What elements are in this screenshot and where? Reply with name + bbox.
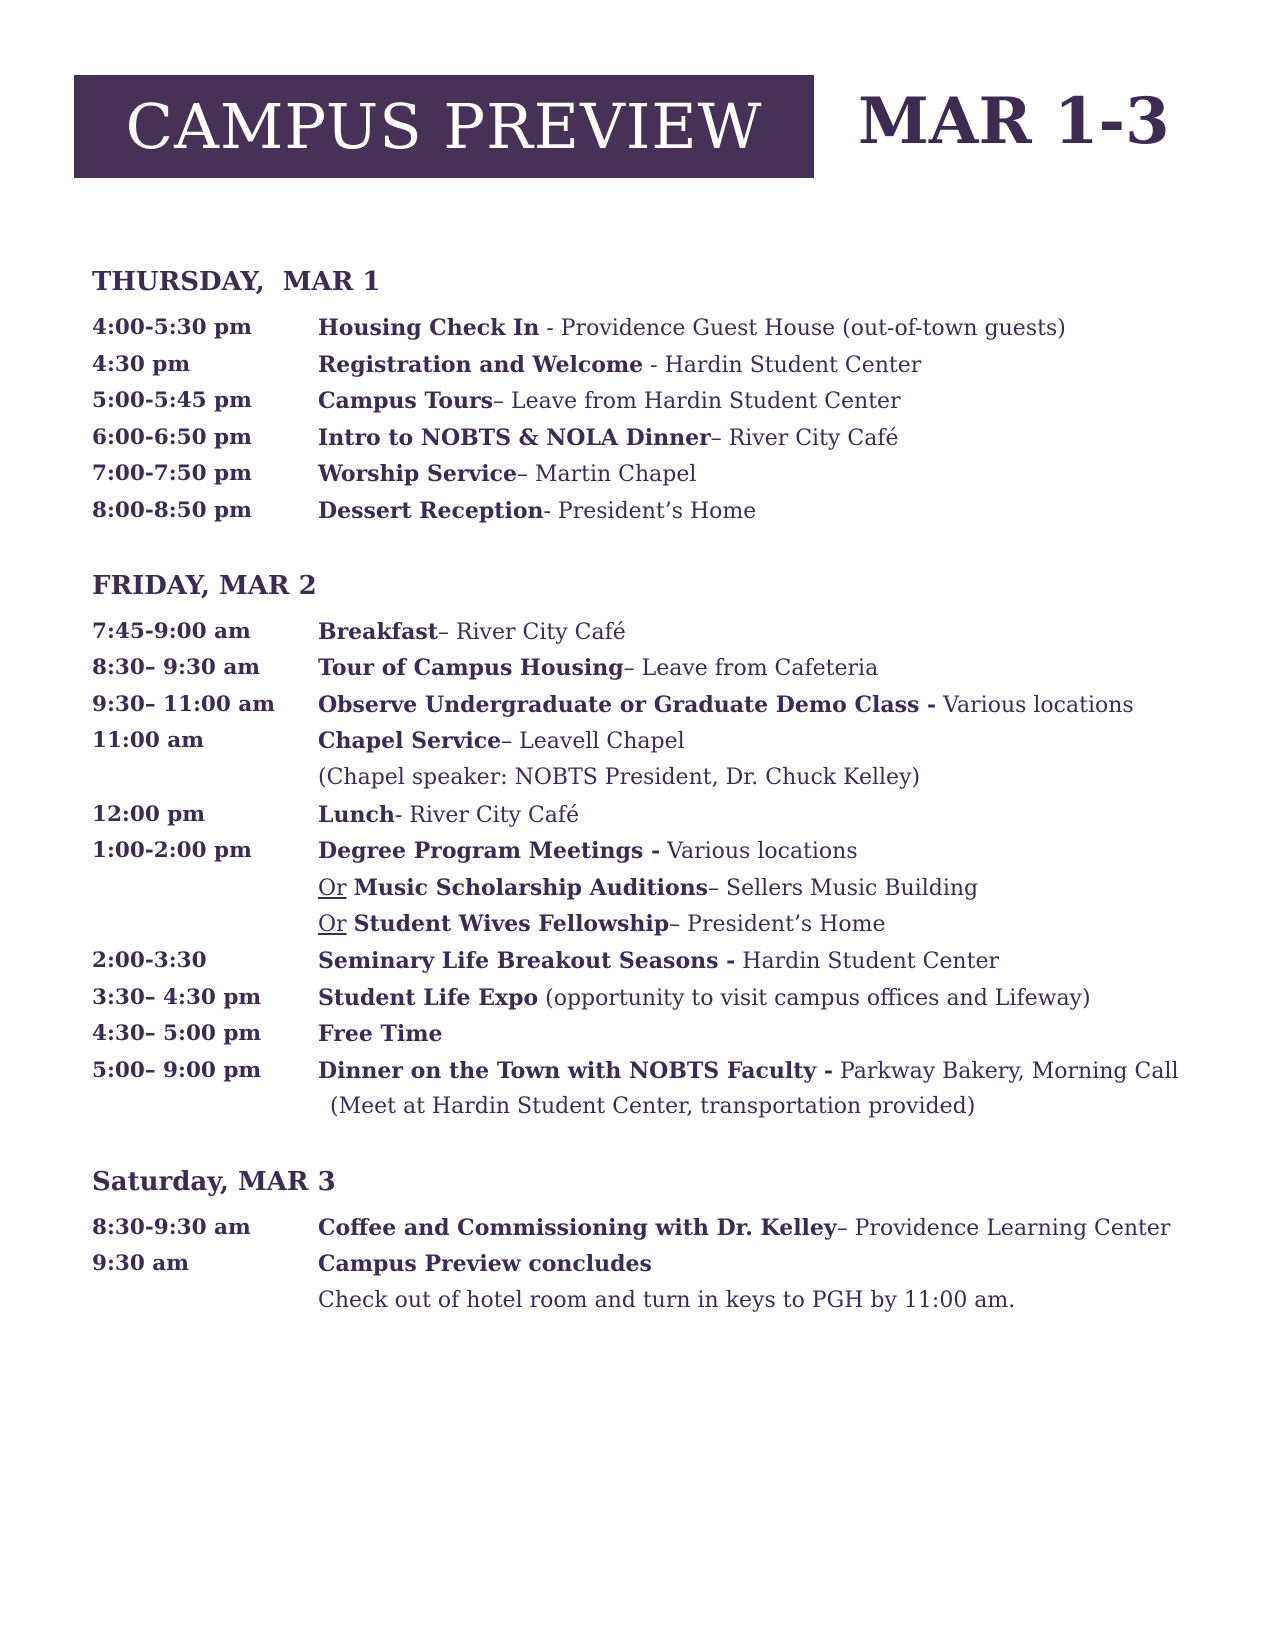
event-time: 8:30-9:30 am xyxy=(92,1214,251,1240)
event-location: – President’s Home xyxy=(669,912,886,938)
event-location: – Leave from Hardin Student Center xyxy=(492,389,901,415)
event-time xyxy=(92,870,318,907)
page-title: CAMPUS PREVIEW xyxy=(125,90,763,163)
event-time xyxy=(92,1089,318,1126)
event-description xyxy=(318,980,1091,1017)
event-description xyxy=(318,687,1134,724)
event-description xyxy=(318,870,978,907)
event-name: Music Scholarship Auditions xyxy=(353,874,709,901)
schedule-row xyxy=(92,980,1252,1017)
schedule-row xyxy=(92,723,1252,760)
event-time: 4:00-5:30 pm xyxy=(92,315,252,340)
event-time: 8:00-8:50 pm xyxy=(92,497,252,523)
event-time: 2:00-3:30 xyxy=(92,947,207,973)
event-time: 6:00-6:50 pm xyxy=(92,424,252,450)
event-name: Intro to NOBTS & NOLA Dinner xyxy=(318,424,711,451)
event-description xyxy=(318,1210,1170,1247)
event-time: 1:00-2:00 pm xyxy=(92,838,252,864)
event-location: - President’s Home xyxy=(543,498,757,524)
schedule-row xyxy=(92,906,1252,943)
event-description xyxy=(318,383,901,420)
event-description xyxy=(318,1283,1015,1320)
event-description xyxy=(318,797,579,834)
schedule-row xyxy=(92,833,1252,870)
schedule-row xyxy=(92,310,1252,347)
event-name: Worship Service xyxy=(318,461,517,488)
schedule-row xyxy=(92,687,1252,724)
event-name: Campus Preview concludes xyxy=(318,1251,652,1278)
event-name: Coffee and Commissioning with Dr. Kelley xyxy=(318,1214,837,1241)
event-location: – Leavell Chapel xyxy=(501,729,685,755)
schedule-row xyxy=(92,1016,1252,1053)
event-time: 9:30 am xyxy=(92,1251,189,1277)
event-time: 4:30– 5:00 pm xyxy=(92,1021,262,1047)
schedule-row xyxy=(92,347,1252,384)
title-banner xyxy=(74,75,814,178)
event-name: Breakfast xyxy=(318,618,438,645)
event-description xyxy=(318,1089,975,1126)
day-section xyxy=(92,1162,1252,1320)
event-description xyxy=(318,614,626,651)
event-location: – Sellers Music Building xyxy=(708,875,979,901)
event-time: 8:30– 9:30 am xyxy=(92,655,261,681)
event-time: 7:45-9:00 am xyxy=(92,618,251,644)
event-description xyxy=(318,1246,652,1283)
event-description xyxy=(318,723,685,760)
event-name: Dinner on the Town with NOBTS Faculty - xyxy=(318,1057,833,1084)
event-location: (Chapel speaker: NOBTS President, Dr. Chuck Kelley) xyxy=(318,764,921,790)
event-time: 4:30 pm xyxy=(92,351,191,377)
event-name: Observe Undergraduate or Graduate Demo Class - xyxy=(318,691,937,718)
schedule-row xyxy=(92,943,1252,980)
alternative-label: Or xyxy=(318,912,347,938)
event-time: 3:30– 4:30 pm xyxy=(92,984,262,1010)
event-description xyxy=(318,650,878,687)
schedule-row xyxy=(92,1089,1252,1126)
event-name: Student Wives Fellowship xyxy=(353,911,670,938)
day-title: THURSDAY, MAR 1 xyxy=(92,267,381,297)
event-time: 9:30– 11:00 am xyxy=(92,691,275,717)
event-description xyxy=(318,310,1066,347)
event-location: - River City Café xyxy=(394,802,580,828)
event-location: Various locations xyxy=(660,839,858,865)
event-time: 11:00 am xyxy=(92,728,204,754)
event-description xyxy=(318,1053,1179,1090)
event-description xyxy=(318,1016,442,1053)
schedule xyxy=(92,262,1252,1356)
event-description xyxy=(318,420,898,457)
schedule-row xyxy=(92,870,1252,907)
schedule-row xyxy=(92,614,1252,651)
event-location: (opportunity to visit campus offices and Lifeway) xyxy=(538,985,1091,1011)
event-description xyxy=(318,943,999,980)
event-location: – Providence Learning Center xyxy=(836,1215,1171,1241)
event-location: – River City Café xyxy=(437,619,626,645)
day-section xyxy=(92,566,1252,1126)
day-title: Saturday, MAR 3 xyxy=(92,1166,336,1197)
schedule-row xyxy=(92,1283,1252,1320)
day-section xyxy=(92,262,1252,530)
event-time: 5:00– 9:00 pm xyxy=(92,1057,262,1083)
event-name: Seminary Life Breakout Seasons - xyxy=(318,947,736,974)
event-location: Check out of hotel room and turn in keys to PGH by 11:00 am. xyxy=(318,1288,1016,1314)
event-location: Hardin Student Center xyxy=(735,948,999,974)
event-name: Tour of Campus Housing xyxy=(318,655,624,682)
event-name: Lunch xyxy=(318,801,395,828)
event-description xyxy=(318,347,921,384)
event-location: – River City Café xyxy=(710,425,899,451)
event-name: Degree Program Meetings - xyxy=(318,838,661,865)
event-time xyxy=(92,906,318,943)
event-name: Free Time xyxy=(318,1021,443,1048)
schedule-row xyxy=(92,650,1252,687)
event-name: Registration and Welcome xyxy=(318,351,644,378)
event-time: 7:00-7:50 pm xyxy=(92,461,252,487)
schedule-row xyxy=(92,383,1252,420)
schedule-row xyxy=(92,493,1252,530)
event-time xyxy=(92,760,318,797)
schedule-row xyxy=(92,1246,1252,1283)
event-location: - Providence Guest House (out-of-town guests) xyxy=(539,316,1066,341)
event-time xyxy=(92,1283,318,1320)
schedule-row xyxy=(92,1053,1252,1090)
event-dates: MAR 1-3 xyxy=(858,84,1170,159)
alternative-label: Or xyxy=(318,875,347,901)
event-location: Various locations xyxy=(936,692,1134,718)
schedule-row xyxy=(92,1210,1252,1247)
event-time: 12:00 pm xyxy=(92,801,206,827)
schedule-row xyxy=(92,420,1252,457)
event-name: Campus Tours xyxy=(318,388,493,415)
event-name: Dessert Reception xyxy=(318,497,544,524)
event-name: Housing Check In xyxy=(318,315,540,341)
event-name: Student Life Expo xyxy=(318,984,539,1011)
event-description xyxy=(318,906,886,943)
event-description xyxy=(318,456,696,493)
schedule-row xyxy=(92,456,1252,493)
event-description xyxy=(318,833,858,870)
day-title: FRIDAY, MAR 2 xyxy=(92,570,317,601)
event-location: (Meet at Hardin Student Center, transportation provided) xyxy=(330,1094,976,1120)
event-description xyxy=(318,493,756,530)
event-location: - Hardin Student Center xyxy=(643,352,922,378)
event-name: Chapel Service xyxy=(318,728,502,755)
event-time: 5:00-5:45 pm xyxy=(92,388,252,414)
event-description xyxy=(318,760,920,797)
event-location: Parkway Bakery, Morning Call xyxy=(832,1058,1179,1084)
event-location: – Leave from Cafeteria xyxy=(623,656,879,682)
event-location: – Martin Chapel xyxy=(516,462,697,488)
schedule-row xyxy=(92,760,1252,797)
schedule-row xyxy=(92,797,1252,834)
